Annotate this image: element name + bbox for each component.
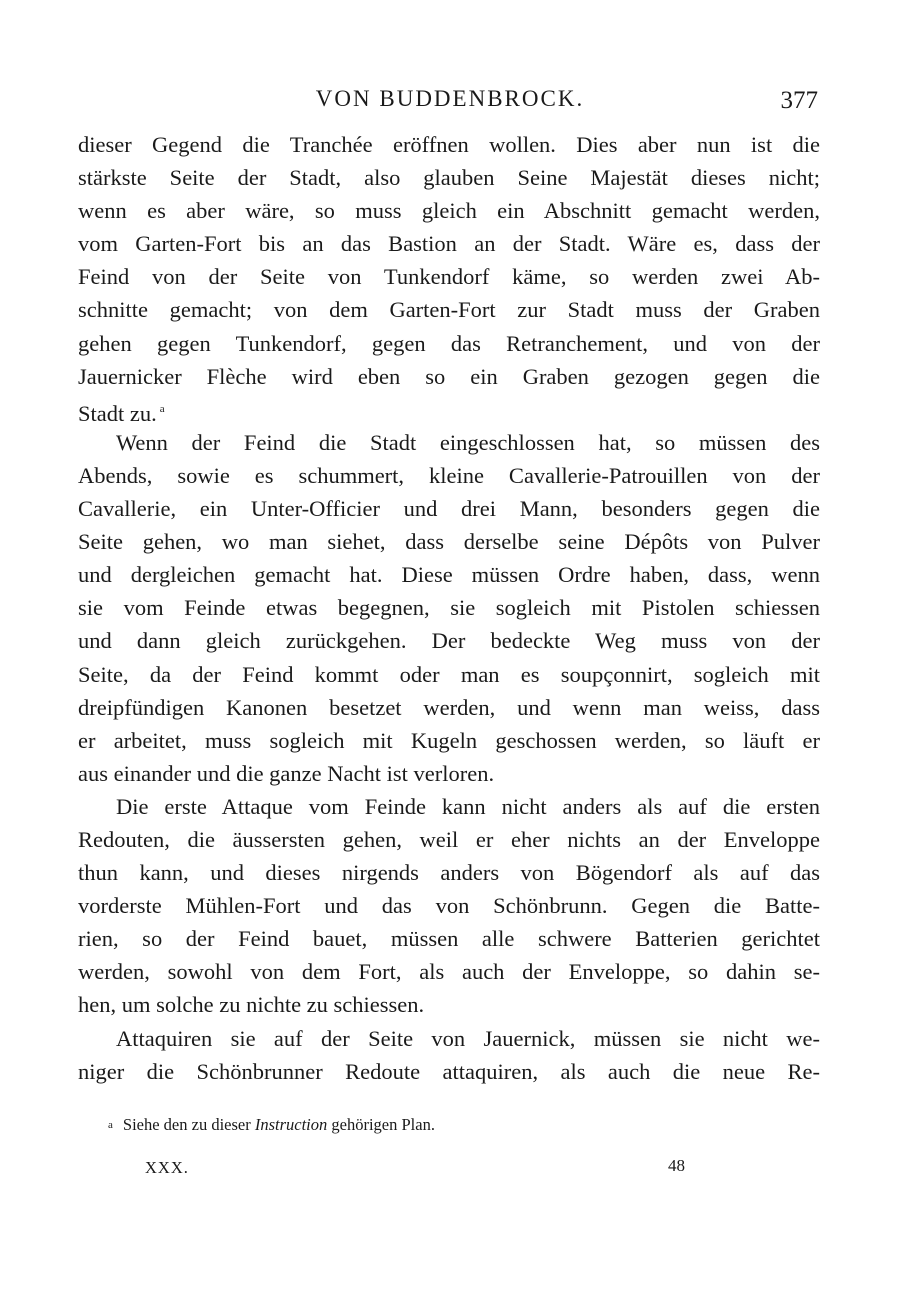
text-line — [78, 227, 820, 260]
text-line-content: Feind von der Seite von Tunkendorf käme, so werden zwei Ab- — [78, 264, 820, 290]
text-line — [78, 194, 820, 227]
text-line-content: rien, so der Feind bauet, müssen alle schwere Batterien gerichtet — [78, 926, 820, 952]
text-line-content: aus einander und die ganze Nacht ist verloren. — [78, 760, 495, 786]
text-line-content: hen, um solche zu nichte zu schiessen. — [78, 992, 425, 1018]
text-line — [78, 889, 820, 922]
text-line — [78, 856, 820, 889]
text-line — [78, 988, 820, 1021]
text-line-content: werden, sowohl von dem Fort, als auch der Enveloppe, so dahin se- — [78, 959, 820, 985]
running-head — [78, 84, 822, 114]
text-line-content: Stadt zu. — [78, 400, 157, 426]
text-line-content: niger die Schönbrunner Redoute attaquiren, als auch die neue Re- — [78, 1058, 820, 1084]
text-line-content: er arbeitet, muss sogleich mit Kugeln geschossen werden, so läuft er — [78, 727, 820, 753]
text-line-content: vorderste Mühlen-Fort und das von Schönbrunn. Gegen die Batte- — [78, 893, 820, 919]
text-line-content: vom Garten-Fort bis an das Bastion an der Stadt. Wäre es, dass der — [78, 231, 820, 257]
text-line — [78, 558, 820, 591]
text-line — [78, 459, 820, 492]
text-line — [78, 955, 820, 988]
text-line — [78, 1055, 820, 1088]
text-line — [78, 591, 820, 624]
text-line — [78, 757, 820, 790]
text-line — [78, 823, 820, 856]
running-title: VON BUDDENBROCK. — [315, 86, 585, 111]
text-line — [78, 1022, 820, 1055]
text-line-content: Abends, sowie es schummert, kleine Cavallerie-Patrouillen von der — [78, 462, 820, 488]
text-line-content: dieser Gegend die Tranchée eröffnen wollen. Dies aber nun ist die — [78, 132, 820, 157]
text-line-content: stärkste Seite der Stadt, also glauben Seine Majestät dieses nicht; — [78, 165, 820, 191]
footnote — [108, 1114, 435, 1136]
text-line-content: Jauernicker Flèche wird eben so ein Graben gezogen gegen die — [78, 363, 820, 389]
text-line-content: und dergleichen gemacht hat. Diese müssen Ordre haben, dass, wenn — [78, 562, 820, 588]
text-line — [78, 624, 820, 657]
text-line-content: Cavallerie, ein Unter-Officier und drei Mann, besonders gegen die — [78, 496, 820, 522]
text-line-content: sie vom Feinde etwas begegnen, sie sogleich mit Pistolen schiessen — [78, 595, 820, 621]
text-line — [78, 691, 820, 724]
page-number: 377 — [780, 87, 818, 114]
text-line — [78, 128, 820, 161]
text-line — [78, 492, 820, 525]
footnote-text-italic: Instruction — [254, 1115, 328, 1134]
text-line-content: dreipfündigen Kanonen besetzet werden, und wenn man weiss, dass — [78, 694, 820, 720]
footnote-text-before: Siehe den zu dieser — [122, 1115, 251, 1134]
text-line — [78, 393, 820, 426]
sheet-number: 48 — [668, 1156, 685, 1175]
text-line — [78, 161, 820, 194]
text-line-content: wenn es aber wäre, so muss gleich ein Abschnitt gemacht werden, — [78, 198, 820, 224]
text-line — [78, 293, 820, 326]
text-line — [78, 260, 820, 293]
text-line — [78, 426, 820, 459]
text-line-content: Die erste Attaque vom Feinde kann nicht anders als auf die ersten — [116, 793, 820, 819]
text-line — [78, 658, 820, 691]
text-line-content: gehen gegen Tunkendorf, gegen das Retranchement, und von der — [78, 330, 820, 356]
text-line-content: thun kann, und dieses nirgends anders von Bögendorf als auf das — [78, 860, 820, 886]
footnote-text-after: gehörigen Plan. — [331, 1115, 435, 1134]
body-text — [78, 128, 820, 1088]
text-line — [78, 360, 820, 393]
text-line-content: und dann gleich zurückgehen. Der bedeckte Weg muss von der — [78, 628, 820, 654]
footnote-mark: a — [108, 1119, 113, 1131]
text-line-content: Redouten, die äussersten gehen, weil er eher nichts an der Enveloppe — [78, 826, 820, 852]
text-line — [78, 922, 820, 955]
text-line-content: Wenn der Feind die Stadt eingeschlossen hat, so müssen des — [116, 429, 820, 455]
text-line — [78, 525, 820, 558]
text-line-content: Attaquiren sie auf der Seite von Jauernick, müssen sie nicht we- — [116, 1025, 820, 1051]
text-line — [78, 327, 820, 360]
text-line-content: Seite gehen, wo man siehet, dass derselbe seine Dépôts von Pulver — [78, 529, 820, 555]
text-line-content: schnitte gemacht; von dem Garten-Fort zur Stadt muss der Graben — [78, 297, 820, 323]
text-line — [78, 790, 820, 823]
sheet-signature: XXX. — [145, 1158, 189, 1177]
footnote-reference: a — [159, 402, 165, 415]
text-line-content: Seite, da der Feind kommt oder man es soupçonnirt, sogleich mit — [78, 661, 820, 687]
text-line — [78, 724, 820, 757]
